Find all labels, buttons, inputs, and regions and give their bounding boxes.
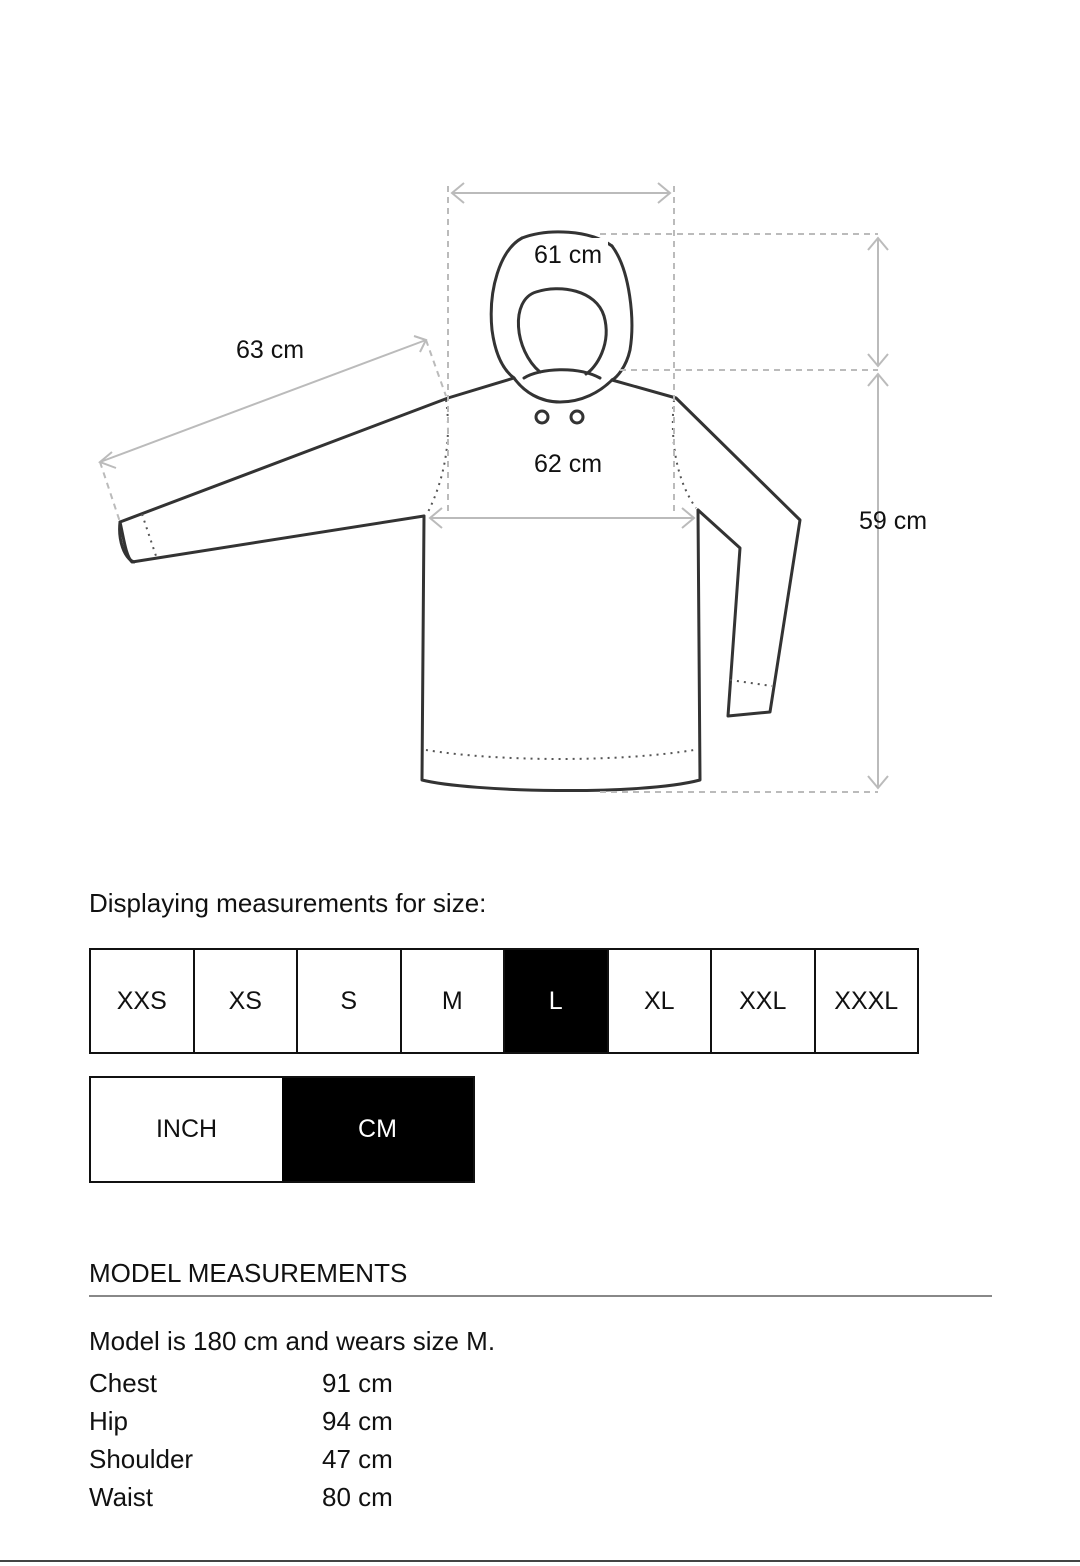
measurement-value: 80 cm bbox=[322, 1481, 393, 1512]
table-row bbox=[89, 1478, 393, 1516]
size-option-xs[interactable]: XS bbox=[195, 950, 299, 1052]
size-option-m[interactable]: M bbox=[402, 950, 506, 1052]
table-row bbox=[89, 1440, 393, 1478]
hood-width-label: 61 cm bbox=[533, 241, 603, 269]
sleeve-length-label: 63 cm bbox=[235, 336, 305, 364]
size-option-l[interactable]: L bbox=[505, 950, 609, 1052]
table-row bbox=[89, 1364, 393, 1402]
bottom-divider bbox=[0, 1560, 1080, 1562]
hoodie-outline bbox=[120, 232, 800, 791]
size-option-xxxl[interactable]: XXXL bbox=[816, 950, 918, 1052]
size-option-s[interactable]: S bbox=[298, 950, 402, 1052]
size-option-xxl[interactable]: XXL bbox=[712, 950, 816, 1052]
measurement-value: 47 cm bbox=[322, 1443, 393, 1474]
stitch-lines bbox=[142, 400, 772, 759]
chest-width-label: 62 cm bbox=[533, 450, 603, 478]
unit-option-inch[interactable]: INCH bbox=[91, 1078, 282, 1181]
unit-toggle bbox=[89, 1076, 475, 1183]
measurement-label: Hip bbox=[89, 1405, 129, 1436]
measurement-label: Waist bbox=[89, 1481, 154, 1512]
body-length-label: 59 cm bbox=[858, 507, 928, 535]
size-option-xl[interactable]: XL bbox=[609, 950, 713, 1052]
model-measurements-heading: MODEL MEASUREMENTS bbox=[89, 1258, 992, 1297]
model-summary: Model is 180 cm and wears size M. bbox=[89, 1326, 496, 1356]
size-prompt: Displaying measurements for size: bbox=[89, 888, 487, 918]
table-row bbox=[89, 1402, 393, 1440]
dimension-guides bbox=[100, 183, 888, 792]
unit-option-cm[interactable]: CM bbox=[282, 1078, 473, 1181]
measurement-value: 94 cm bbox=[322, 1405, 393, 1436]
measurement-value: 91 cm bbox=[322, 1367, 393, 1398]
size-selector bbox=[89, 948, 919, 1054]
measurement-label: Shoulder bbox=[89, 1443, 194, 1474]
size-option-xxs[interactable]: XXS bbox=[91, 950, 195, 1052]
measurement-label: Chest bbox=[89, 1367, 157, 1398]
model-measurements-table bbox=[89, 1364, 393, 1516]
